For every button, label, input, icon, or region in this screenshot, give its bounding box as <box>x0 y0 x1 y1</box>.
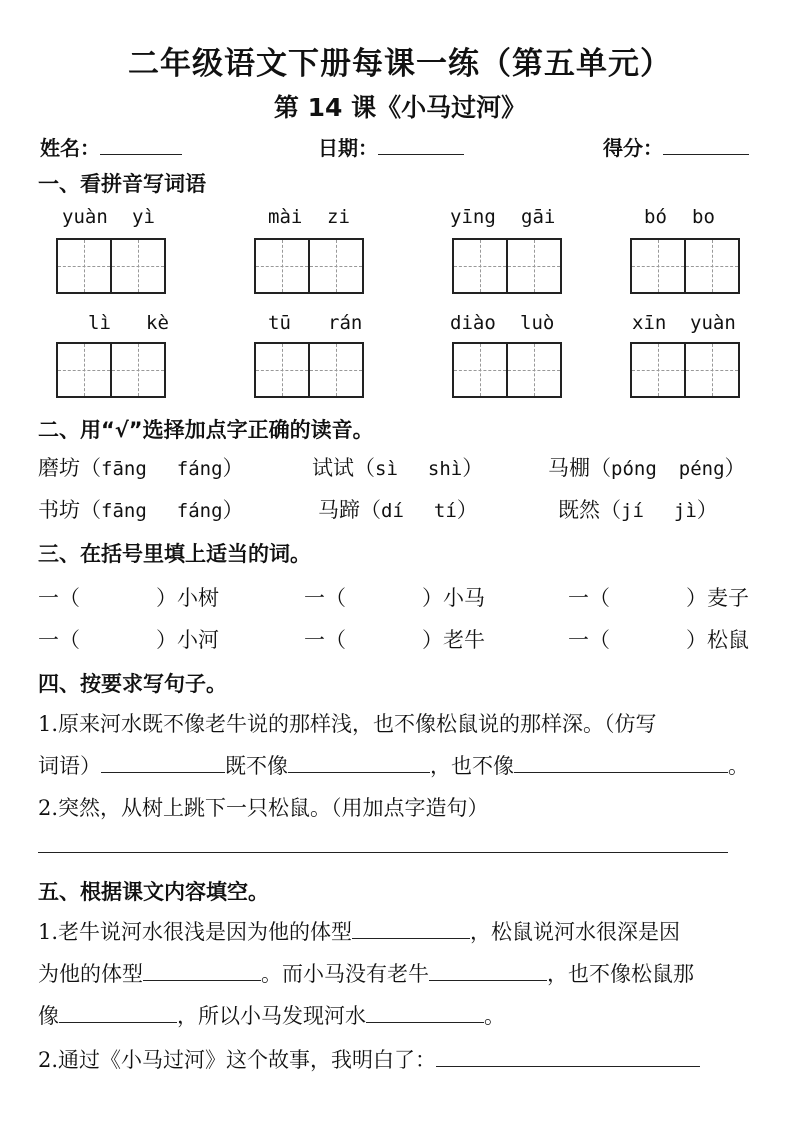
content-fill-line2: 为他的体型 。而小马没有老牛 ，也不像松鼠那 <box>38 962 694 986</box>
fill-item[interactable]: 一（ ）松鼠 <box>568 628 749 652</box>
fill-item[interactable]: 一（ ）麦子 <box>568 586 749 610</box>
answer-blank[interactable] <box>366 1022 484 1023</box>
pinyin-7a: diào <box>450 312 496 334</box>
score-field <box>603 132 749 161</box>
answer-blank[interactable] <box>429 980 547 981</box>
pinyin-4a: bó <box>644 206 667 228</box>
reading-item: 既然（jí jì） <box>558 498 718 522</box>
sentence-q2: 2.突然，从树上跳下一只松鼠。（用加点字造句） <box>38 796 489 820</box>
pinyin-6a: tū <box>268 312 291 334</box>
writing-grid[interactable] <box>452 238 562 294</box>
lesson-subtitle: 第 14 课《小马过河》 <box>273 93 527 122</box>
pinyin-7b: luò <box>520 312 555 334</box>
pinyin-8b: yuàn <box>690 312 736 334</box>
date-field <box>318 132 464 161</box>
writing-grid[interactable] <box>56 342 166 398</box>
writing-grid[interactable] <box>630 238 740 294</box>
writing-grid[interactable] <box>56 238 166 294</box>
content-fill-line4: 2.通过《小马过河》这个故事，我明白了： <box>38 1044 700 1074</box>
reading-item: 马棚（póng péng） <box>548 456 746 480</box>
answer-blank[interactable] <box>352 938 470 939</box>
reading-item: 磨坊（fāng fáng） <box>38 456 244 480</box>
pinyin-5b: kè <box>146 312 169 334</box>
content-fill-line1: 1.老牛说河水很浅是因为他的体型 ，松鼠说河水很深是因 <box>38 920 681 944</box>
pinyin-2b: zi <box>327 206 350 228</box>
pinyin-5a: lì <box>88 312 111 334</box>
score-label: 得分： <box>603 136 663 160</box>
fill-item[interactable]: 一（ ）老牛 <box>304 628 485 652</box>
pinyin-8a: xīn <box>632 312 667 334</box>
reading-item: 书坊（fāng fáng） <box>38 498 244 522</box>
score-blank[interactable] <box>663 154 749 155</box>
fill-item[interactable]: 一（ ）小河 <box>38 628 219 652</box>
reading-item: 试试（sì shì） <box>312 456 484 480</box>
pinyin-1b: yì <box>132 206 155 228</box>
writing-grid[interactable] <box>254 342 364 398</box>
content-fill-line3: 像 ，所以小马发现河水 。 <box>38 1004 505 1028</box>
page-title: 二年级语文下册每课一练（第五单元） <box>128 46 672 82</box>
section4-heading: 四、按要求写句子。 <box>38 672 227 696</box>
answer-blank[interactable] <box>143 980 261 981</box>
pinyin-3b: gāi <box>521 206 556 228</box>
answer-blank[interactable] <box>436 1066 700 1067</box>
reading-item: 马蹄（dí tí） <box>318 498 478 522</box>
section3-heading: 三、在括号里填上适当的词。 <box>38 542 311 566</box>
pinyin-2a: mài <box>268 206 303 228</box>
fill-item[interactable]: 一（ ）小马 <box>304 586 485 610</box>
pinyin-1a: yuàn <box>62 206 108 228</box>
date-blank[interactable] <box>378 154 464 155</box>
answer-blank[interactable] <box>514 772 728 773</box>
writing-grid[interactable] <box>630 342 740 398</box>
name-blank[interactable] <box>100 154 182 155</box>
fill-item[interactable]: 一（ ）小树 <box>38 586 219 610</box>
pinyin-3a: yīng <box>450 206 496 228</box>
pinyin-4b: bo <box>692 206 715 228</box>
answer-line[interactable] <box>38 852 728 853</box>
sentence-q1-line2: 词语） 既不像 ，也不像 。 <box>38 754 749 778</box>
answer-blank[interactable] <box>101 772 225 773</box>
name-field <box>40 132 182 161</box>
section1-heading: 一、看拼音写词语 <box>38 172 206 196</box>
pinyin-6b: rán <box>328 312 363 334</box>
writing-grid[interactable] <box>452 342 562 398</box>
answer-blank[interactable] <box>59 1022 177 1023</box>
date-label: 日期： <box>318 136 378 160</box>
section5-heading: 五、根据课文内容填空。 <box>38 880 269 904</box>
sentence-q1-line1: 1.原来河水既不像老牛说的那样浅，也不像松鼠说的那样深。（仿写 <box>38 712 657 736</box>
writing-grid[interactable] <box>254 238 364 294</box>
name-label: 姓名： <box>40 136 100 160</box>
section2-heading: 二、用“√”选择加点字正确的读音。 <box>38 418 374 442</box>
answer-blank[interactable] <box>288 772 430 773</box>
